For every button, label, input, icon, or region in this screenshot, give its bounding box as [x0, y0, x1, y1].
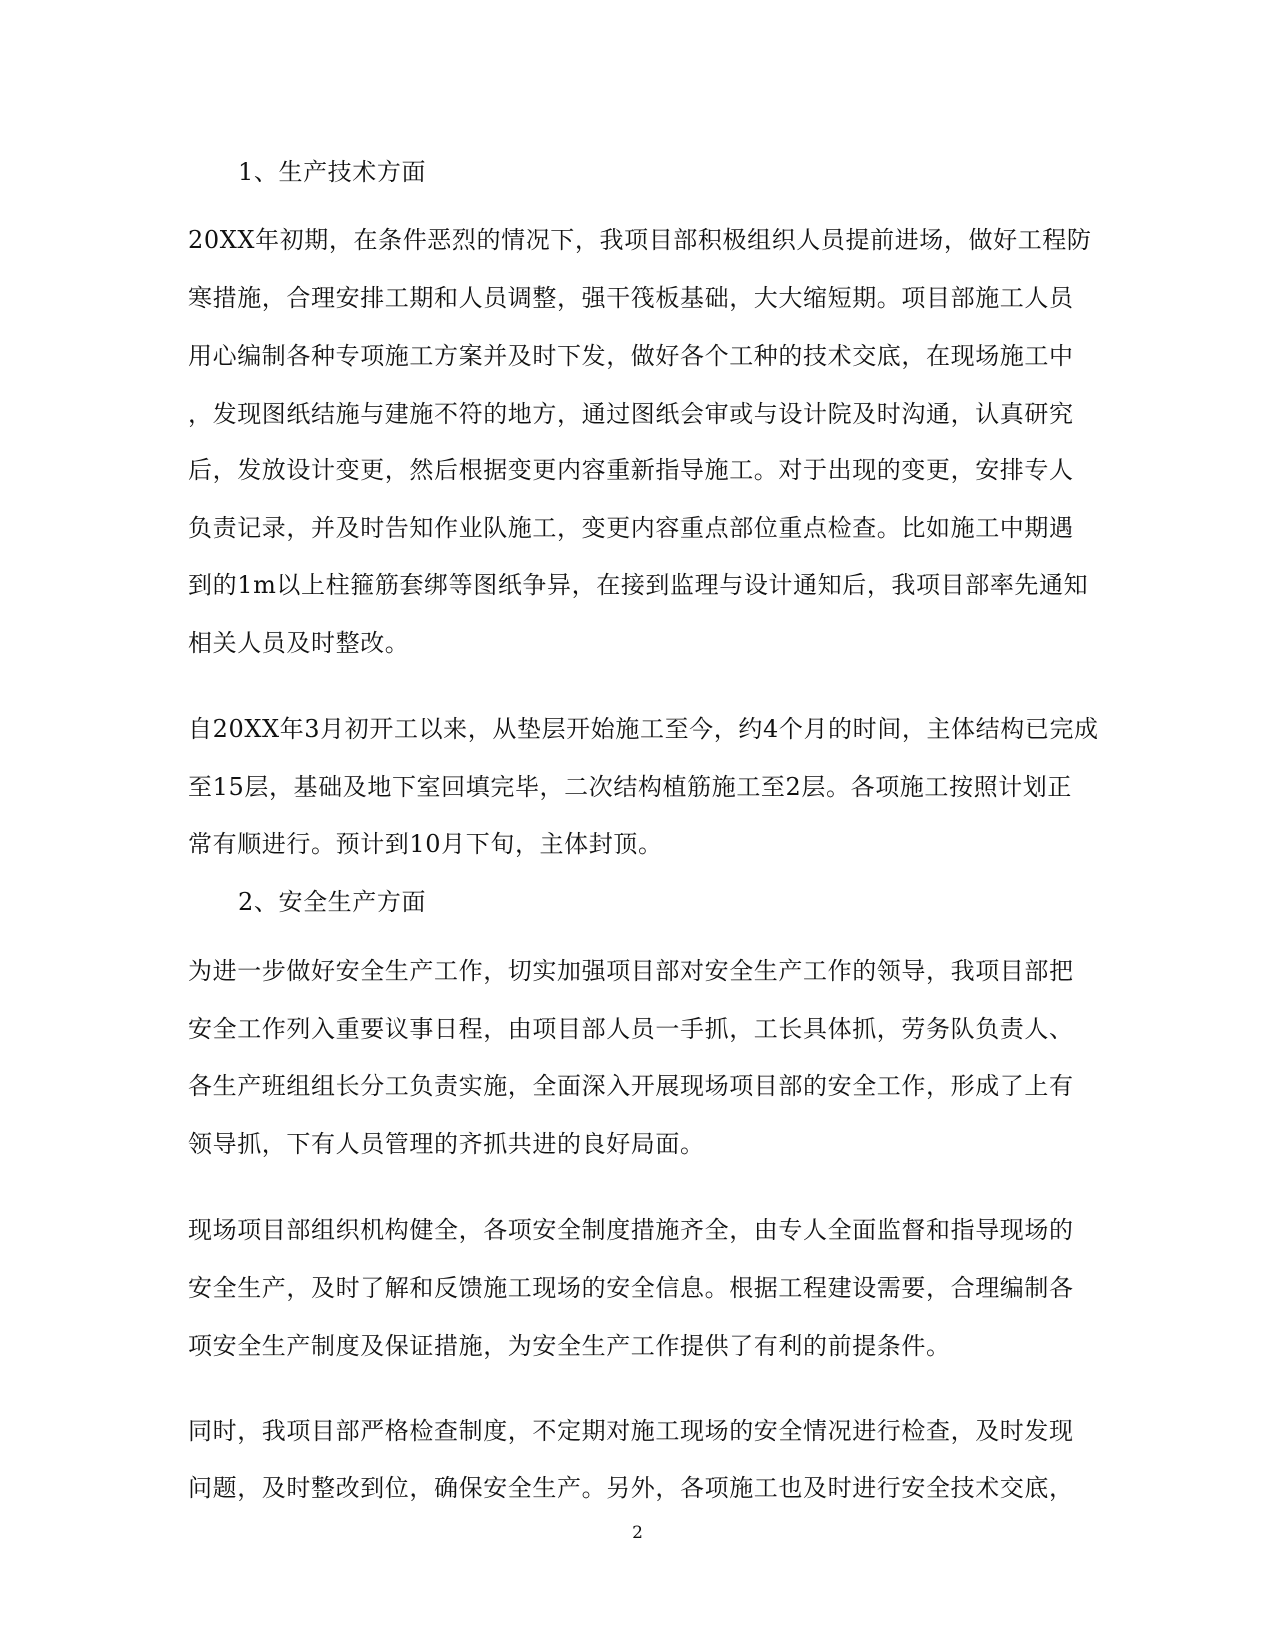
paragraph-line: 项安全生产制度及保证措施，为安全生产工作提供了有利的前提条件。 [188, 1332, 951, 1360]
paragraph-line: 20XX年初期，在条件恶烈的情况下，我项目部积极组织人员提前进场，做好工程防 [188, 226, 1092, 254]
paragraph-line: 常有顺进行。预计到10月下旬，主体封顶。 [188, 830, 663, 858]
section-heading-production: 1、生产技术方面 [238, 158, 427, 186]
paragraph-line: ，发现图纸结施与建施不符的地方，通过图纸会审或与设计院及时沟通，认真研究 [188, 400, 1074, 428]
paragraph-line: 领导抓，下有人员管理的齐抓共进的良好局面。 [188, 1130, 705, 1158]
paragraph-line: 问题，及时整改到位，确保安全生产。另外，各项施工也及时进行安全技术交底， [188, 1474, 1074, 1502]
paragraph-line: 到的1m以上柱箍筋套绑等图纸争异，在接到监理与设计通知后，我项目部率先通知 [188, 571, 1089, 599]
paragraph-line: 用心编制各种专项施工方案并及时下发，做好各个工种的技术交底，在现场施工中 [188, 342, 1074, 370]
paragraph-line: 至15层，基础及地下室回填完毕，二次结构植筋施工至2层。各项施工按照计划正 [188, 773, 1073, 801]
paragraph-line: 为进一步做好安全生产工作，切实加强项目部对安全生产工作的领导，我项目部把 [188, 957, 1074, 985]
paragraph-line: 负责记录，并及时告知作业队施工，变更内容重点部位重点检查。比如施工中期遇 [188, 514, 1074, 542]
paragraph-line: 同时，我项目部严格检查制度，不定期对施工现场的安全情况进行检查，及时发现 [188, 1417, 1074, 1445]
paragraph-line: 安全工作列入重要议事日程，由项目部人员一手抓，工长具体抓，劳务队负责人、 [188, 1015, 1074, 1043]
paragraph-line: 相关人员及时整改。 [188, 629, 410, 657]
section-heading-safety: 2、安全生产方面 [238, 888, 427, 916]
paragraph-line: 现场项目部组织机构健全，各项安全制度措施齐全，由专人全面监督和指导现场的 [188, 1216, 1074, 1244]
paragraph-line: 自20XX年3月初开工以来，从垫层开始施工至今，约4个月的时间，主体结构已完成 [188, 715, 1099, 743]
paragraph-line: 后，发放设计变更，然后根据变更内容重新指导施工。对于出现的变更，安排专人 [188, 456, 1074, 484]
page-number: 2 [632, 1523, 643, 1543]
paragraph-line: 寒措施，合理安排工期和人员调整，强干筏板基础，大大缩短期。项目部施工人员 [188, 284, 1074, 312]
paragraph-line: 安全生产，及时了解和反馈施工现场的安全信息。根据工程建设需要，合理编制各 [188, 1274, 1074, 1302]
paragraph-line: 各生产班组组长分工负责实施，全面深入开展现场项目部的安全工作，形成了上有 [188, 1072, 1074, 1100]
